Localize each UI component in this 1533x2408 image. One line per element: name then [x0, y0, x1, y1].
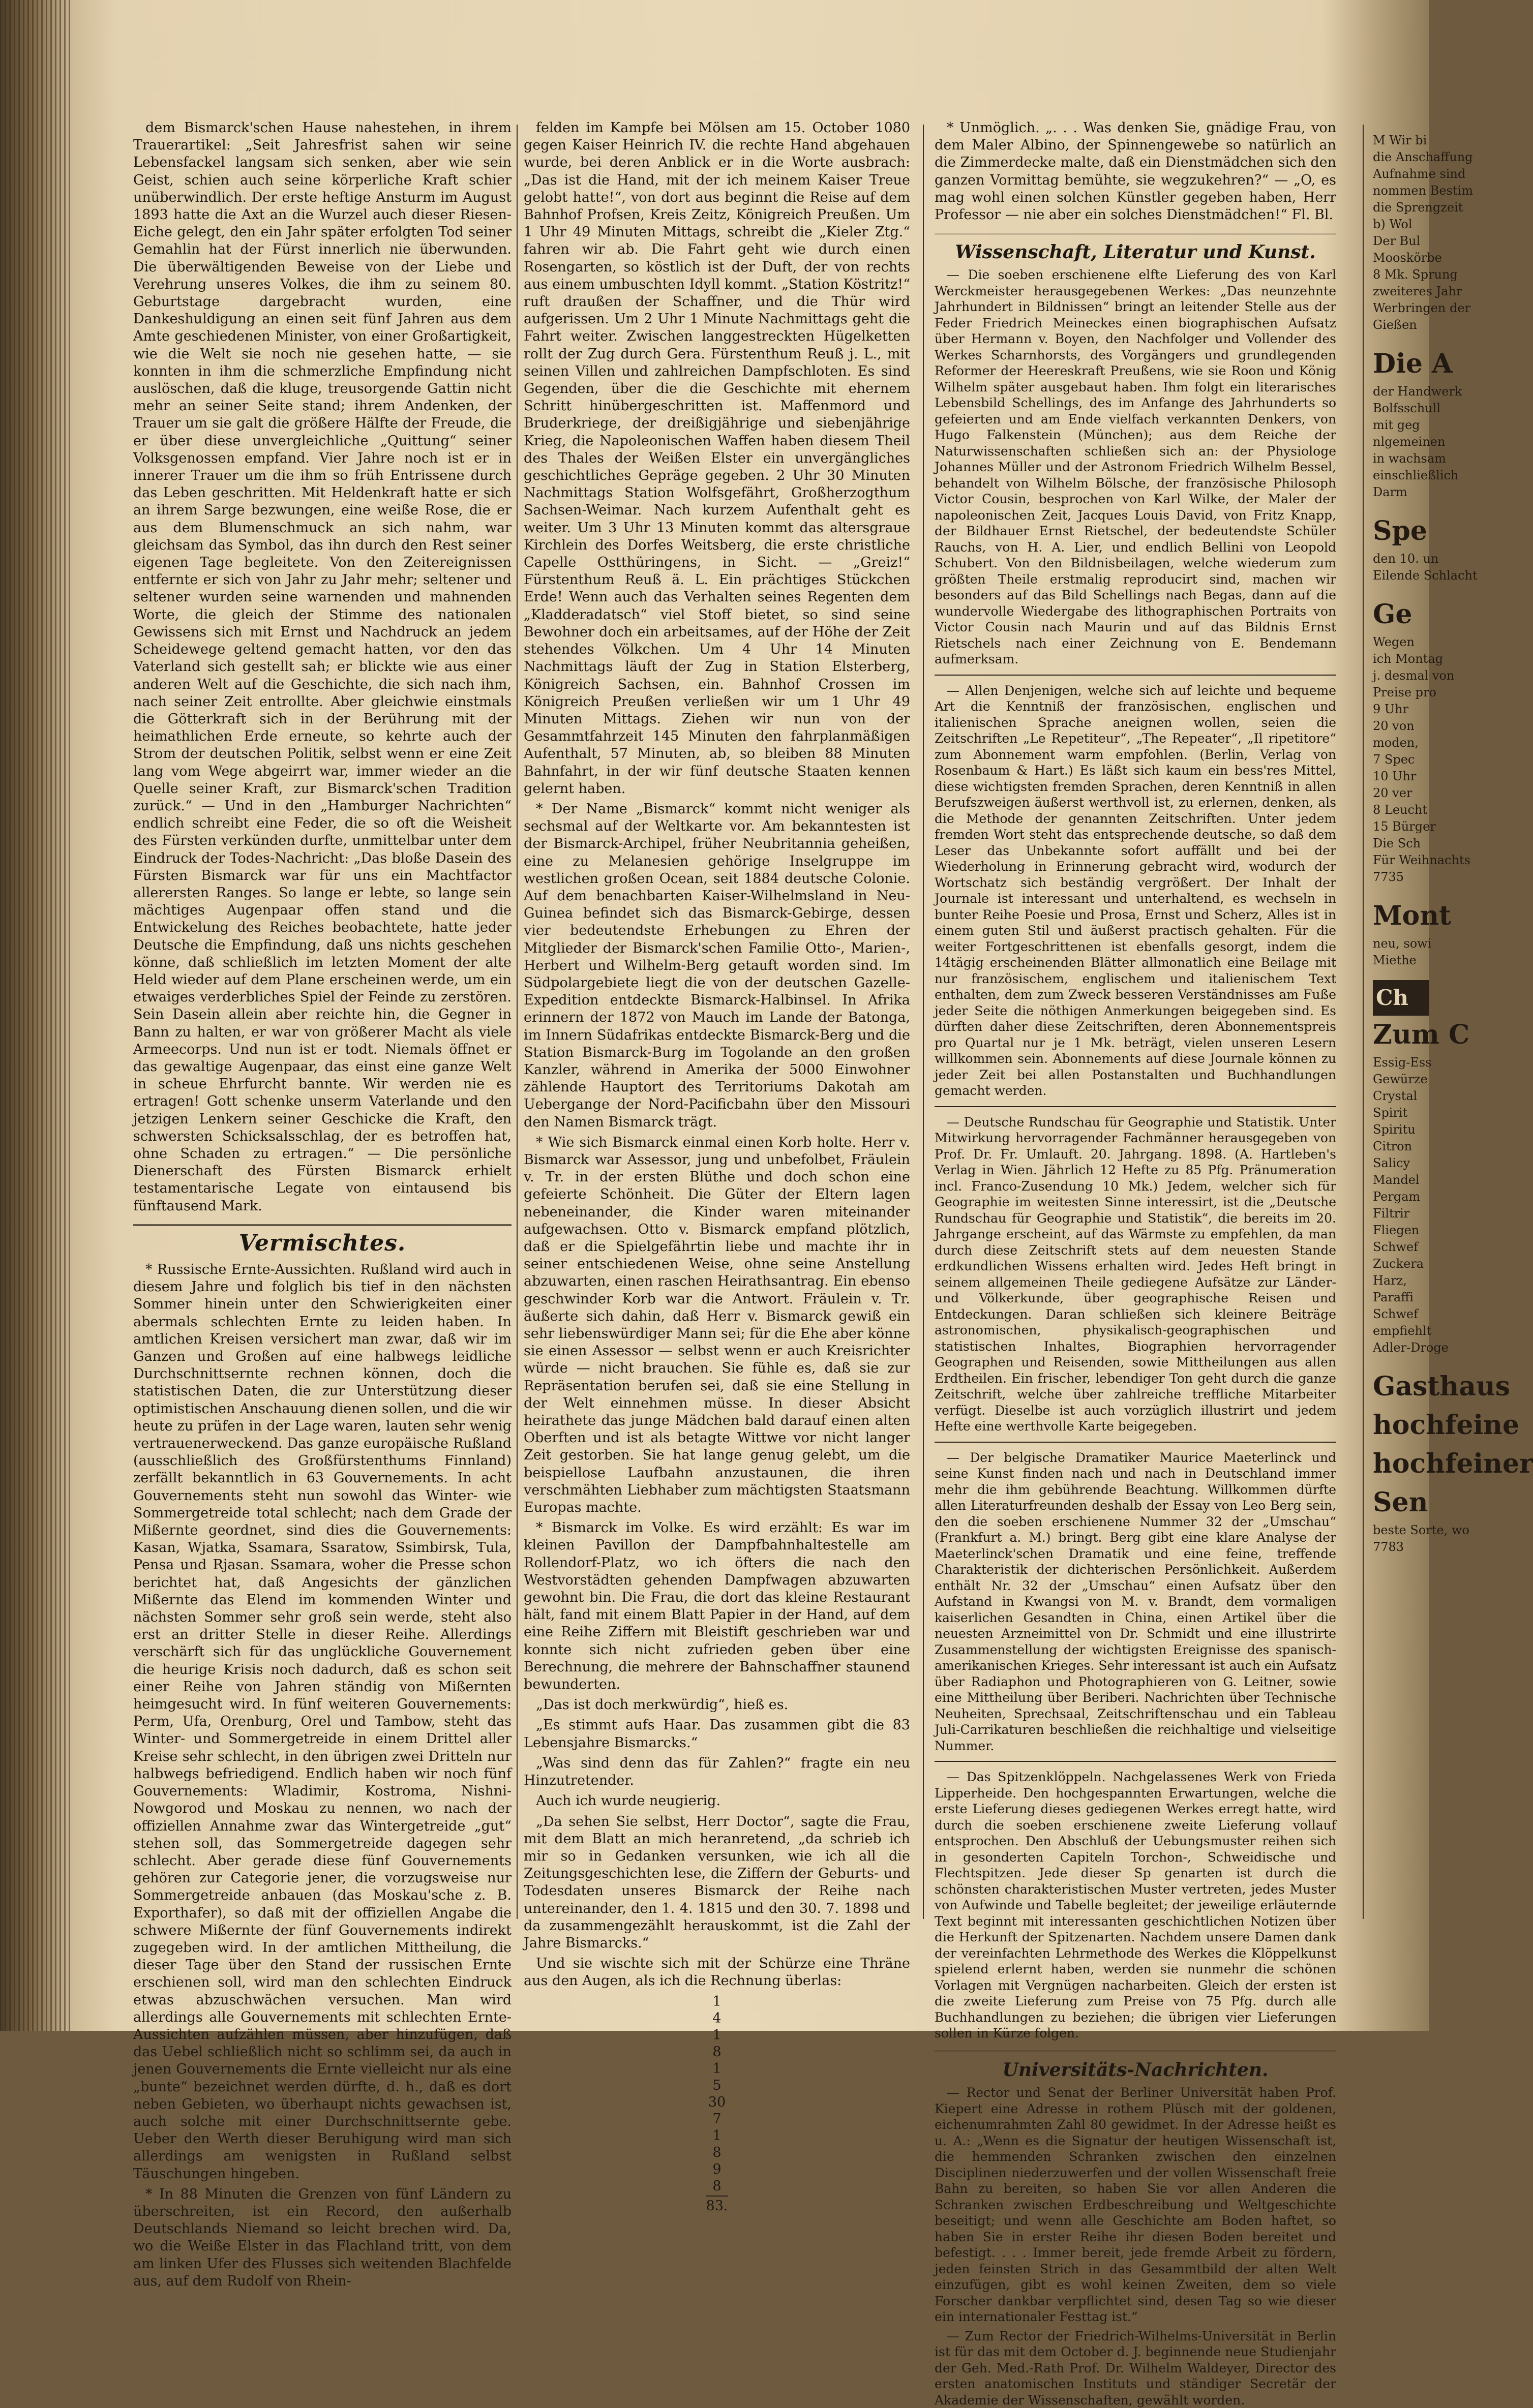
ad-fragment: zweiteres Jahr	[1373, 284, 1462, 298]
ad-fragment: Citron	[1373, 1139, 1412, 1153]
sum-underline	[706, 2196, 728, 2197]
section-heading-vermischtes: Vermischtes.	[238, 1230, 406, 1256]
ad-fragment: Aufnahme sind	[1373, 167, 1466, 181]
ad-fragment: ich Montag	[1373, 652, 1443, 666]
ad-fragment: den 10. un	[1373, 552, 1439, 566]
ad-fragment: j. desmal von	[1373, 668, 1455, 683]
ad-fragment: einschließlich	[1373, 468, 1459, 482]
notice-deutsche-rundschau: — Deutsche Rundschau für Geographie und Statistik. Unter Mitwirkung hervorragender Fachmänner herausgegeben von Prof. Dr. Fr. Umlauft. 20. Jahrgang. 1898. (A. Hartleben's Verlag in Wien. Jährlich 12 Hefte zu 85 Pfg. Pränumeration incl. Franco-Zusendung 10 Mk.) Jedem, welcher sich für Geographie im weitesten Sinne interessirt, ist die „Deutsche Rundschau für Geographie und Statistik“, die bereits im 20. Jahrgange erscheint, auf das Wärmste zu empfehlen, da man durch diese Zeitschrift stets auf dem neuesten Stande erdkundlichen Wissens erhalten wird. Jedes Heft bringt in seinem allgemeinen Theile gediegene Aufsätze zur Länder- und Völkerkunde, über geographische Reisen und Entdeckungen. Daran schließen sich kleinere Beiträge astronomischen, physikalisch-geographischen und statistischen Inhaltes, Biographien hervorragender Geographen und Reisenden, sowie Mittheilungen aus allen Erdtheilen. Ein frischer, lebendiger Ton geht durch die ganze Zeitschrift, welche über zahlreiche treffliche Mitarbeiter verfügt. Dieselbe ist auch vorzüglich illustrirt und jedem Hefte eine werthvolle Karte beigegeben.	[935, 1114, 1336, 1434]
ad-fragment: Werbringen der	[1373, 301, 1471, 315]
ad-fragment: Für Weihnachts	[1373, 853, 1470, 867]
ad-fragment: Mont	[1373, 900, 1452, 931]
ad-gap	[1373, 886, 1429, 897]
ad-fragment: 20 ver	[1373, 786, 1412, 800]
sum-digit: 1	[712, 1993, 722, 2009]
university-section-body	[935, 2085, 1336, 2408]
notice-spitzenkloeppeln: — Das Spitzenklöppeln. Nachgelassenes Werk von Frieda Lipperheide. Den hochgespannten Erwartungen, welche die erste Lieferung dieses gediegenen Werkes erregt hatte, wird durch die soeben erschienene zweite Lieferung vollauf entsprochen. Den Abschluß der Uebungsmuster reihen sich in gesonderten Capiteln Torchon-, Schweidische und Flechtspitzen. Jede dieser Sp genarten ist durch die schönsten charakteristischen Muster vertreten, jedes Muster von Aufwinde und Tabelle begleitet; der jeweilige erläuternde Text beginnt mit interessanten geschichtlichen Notizen über die Herkunft der Spitzenarten. Nachdem unsere Damen dank der vereinfachten Lehrmethode des Werkes die Klöppelkunst spielend erlernt haben, werden sie nunmehr die schönen Vorlagen mit Vergnügen nacharbeiten. Gleich der ersten ist die zweite Lieferung zum Preise von 75 Pfg. durch alle Buchhandlungen zu beziehen; die übrigen vier Lieferungen sollen in Kürze folgen.	[935, 1770, 1336, 2041]
dialogue-line: „Da sehen Sie selbst, Herr Doctor“, sagte die Frau, mit dem Blatt an mich heranretend, „da schrieb ich mir so in Gedanken versunken, wie ich all die Zeitungsgeschichten lese, die Ziffern der Geburts- und Todesdaten unseres Bismarck der Reihe nach untereinander, den 1. 4. 1815 und den 30. 7. 1898 und da zusammengezählt herauskommt, ist die Zahl der Jahre Bismarcks.“	[524, 1813, 910, 1951]
ad-gap	[1373, 501, 1429, 512]
ad-fragment: Spe	[1373, 515, 1427, 546]
ad-fragment: Zuckera	[1373, 1257, 1424, 1271]
ad-fragment: Gewürze	[1373, 1072, 1428, 1086]
ad-fragment: Crystal	[1373, 1089, 1418, 1103]
ad-fragment: moden,	[1373, 736, 1419, 750]
ad-fragment: 7735	[1373, 870, 1404, 884]
ad-fragment: 8 Mk. Sprung	[1373, 267, 1458, 282]
ad-fragment: Filtrir	[1373, 1206, 1410, 1221]
sum-total: 83.	[706, 2198, 728, 2214]
ad-fragment: hochfeine	[1373, 1410, 1520, 1441]
ad-gap	[1373, 1356, 1429, 1367]
news-item-bismarck-im-volke: * Bismarck im Volke. Es wird erzählt: Es war im kleinen Pavillon der Dampfbahnhaltestelle am Rollendorf-Platz, wo ich öfters die nach den Westvorstädten gehenden Dampfwagen abzuwarten gewohnt bin. Die Frau, die dort das kleine Restaurant hält, fand mit einem Blatt Papier in der Hand, auf dem eine Reihe Ziffern mit Bleistift geschrieben war und konnte sich nicht zufrieden geben über eine Berechnung, die mehrere der Bahnschaffner staunend bewunderten.	[524, 1520, 910, 1693]
ad-fragment: b) Wol	[1373, 217, 1412, 231]
ad-fragment: 8 Leucht	[1373, 803, 1428, 817]
bismarck-obituary-text: dem Bismarck'schen Hause nahestehen, in ihrem Trauerartikel: „Seit Jahresfrist sahen wir seine Lebensfackel langsam sich senken, aber wie sein Geist, schien auch seine körperliche Kraft schier unüberwindlich. Der erste heftige Ansturm im August 1893 hatte die Axt an die Wurzel auch dieser Riesen-Eiche gelegt, den ein Jahr später erfolgten Tod seiner Gemahlin hat der Fürst innerlich nie überwunden. Die überwältigenden Beweise von der Liebe und Verehrung unseres Volkes, die ihm zu seinem 80. Geburtstage dargebracht wurden, eine Dankeshuldigung an einen seit fünf Jahren aus dem Amte geschiedenen Minister, von einer Großartigkeit, wie die Welt sie noch nie gesehen hatte, — sie konnten in ihm die schmerzliche Empfindung nicht auslöschen, daß die kluge, treusorgende Gattin nicht mehr an seiner Seite stand; ihrem Andenken, der Trauer um sie galt die größere Hälfte der Freude, die er über diese unvergleichliche „Quittung“ seiner Volksgenossen empfand. Vier Jahre noch ist er in innerer Trauer um die ihm so früh Entrissene durch das Leben geschritten. Mit Heldenkraft hatte er sich an ihrem Sarge bezwungen, eine weiße Rose, die er aus dem Blumenschmuck an sich nahm, war gleichsam das Symbol, das ihn durch den Rest seiner eigenen Tage begleitete. Von den Zeitereignissen entfernte er sich von Jahr zu Jahr mehr; seltener und seltener wurden seine warnenden und mahnenden Worte, die gleich der Stimme des nationalen Gewissens sich mit Ernst und Nachdruck an jedem Scheidewege geltend gemacht hatten, vor den das Vaterland sich gestellt sah; er blickte wie aus einer anderen Welt auf die Geschichte, die sich nach ihm, nach seiner Zeit entrollte. Aber gleichwie einstmals die Götterkraft sich in der Berührung mit der heimathlichen Erde erneute, so kehrte auch der Strom der deutschen Politik, selbst wenn er eine Zeit lang vom Wege abgeirrt war, immer wieder an die Quelle seiner Kraft, zur Bismarck'schen Tradition zurück.“ — Und in den „Hamburger Nachrichten“ endlich schreibt eine Feder, die so oft die Weisheit des Fürsten verkünden durfte, unmittelbar unter dem Eindruck der Todes-Nachricht: „Das bloße Dasein des Fürsten Bismarck war für uns ein Machtfactor allerersten Ranges. So lange er lebte, so lange sein mächtiges Augenpaar offen stand und die Entwickelung des Reiches beobachtete, hatte jeder Deutsche die Empfindung, daß uns nichts geschehen könne, daß schließlich im letzten Moment der alte Held wieder auf dem Plane erscheinen werde, um ein etwaiges verderbliches Spiel der Feinde zu zerstören. Sein Dasein allein aber reichte hin, die Gegner in Bann zu halten, er war von größerer Macht als viele Armeecorps. Und nun ist er todt. Niemals öffnet er das gewaltige Augenpaar, das einst eine ganze Welt in scheue Ehrfurcht bannte. Wir werden nie es ertragen! Gott schenke unserm Vaterlande und den jetzigen Lenkern seiner Geschicke die Kraft, den schwersten Schicksalsschlag, der es betroffen hat, ohne Schaden zu ertragen.“ — Die persönliche Dienerschaft des Fürsten Bismarck erhielt testamentarische Legate von eintausend bis fünftausend Mark.	[133, 120, 512, 1214]
ad-fragment: nommen Bestim	[1373, 184, 1473, 198]
ad-fragment: Fliegen	[1373, 1223, 1420, 1237]
ad-fragment: M Wir bi	[1373, 133, 1427, 147]
news-item-bismarck-name: * Der Name „Bismarck“ kommt nicht weniger als sechsmal auf der Weltkarte vor. Am bekanntesten ist der Bismarck-Archipel, früher Neubritannia geheißen, eine zu Melanesien gehörige Inselgruppe im westlichen großen Ocean, seit 1884 deutsche Colonie. Auf dem benachbarten Kaiser-Wilhelmsland in Neu-Guinea befindet sich das Bismarck-Gebirge, dessen vier bedeutendste Erhebungen zu Ehren der Mitglieder der Bismarck'schen Familie Otto-, Marien-, Herbert und Wilhelm-Berg getauft worden sind. Im Südpolargebiete liegt die von der deutschen Gazelle-Expedition entdeckte Bismarck-Halbinsel. In Afrika erinnern der 1872 von Mauch im Lande der Batonga, im Innern Südafrikas entdeckte Bismarck-Berg und die Station Bismarck-Burg im Togolande an den großen Kanzler, während in Amerika der 5000 Einwohner zählende Hauptort des Territoriums Dakotah am Uebergange der Nord-Pacificbahn über den Missouri den Namen Bismarck trägt.	[524, 801, 910, 1130]
sum-digit: 1	[712, 2127, 722, 2144]
notice-jahrhundert-bildnissen: — Die soeben erschienene elfte Lieferung des von Karl Werckmeister herausgegebenen Werkes: „Das neunzehnte Jahrhundert in Bildnissen“ bringt an leitender Stelle aus der Feder Friedrich Meineckes einen biographischen Aufsatz über Hermann v. Boyen, den Nachfolger und Vollender des Werkes Scharnhorsts, des Vorgängers und grundlegenden Reformer der Heereskraft Preußens, wie sie Roon und König Wilhelm später ausgebaut haben. Ihm folgt ein literarisches Lebensbild Schellings, des im Anfange des Jahrhunderts so gefeierten und am Ende vielfach verkannten Denkers, von Hugo Falkenstein (München); aus dem Reiche der Naturwissenschaften schließen sich an: der Physiologe Johannes Müller und der Astronom Friedrich Wilhelm Bessel, behandelt von Wilhelm Bölsche, der französische Philosoph Victor Cousin, besprochen von Karl Wilke, der Maler der napoleonischen Zeit, Jacques Louis David, von Fritz Knapp, der Bildhauer Ernst Rietschel, der bedeutendste Schüler Rauchs, von H. A. Lier, und endlich Bellini von Leopold Schubert. Von den Bildnisbeilagen, welche wiederum zum größten Theile erstmalig reproducirt sind, machen wir besonders auf das Bild Schellings nach Begas, dann auf die wundervolle Wiedergabe des lithographischen Portraits von Victor Cousin nach Maurin und auf das Bildnis Ernst Rietschels nach einer Zeichnung von E. Bendemann aufmerksam.	[935, 267, 1336, 667]
section-rule	[935, 233, 1336, 234]
ad-fragment: Darm	[1373, 485, 1407, 499]
sum-digit: 1	[712, 2060, 722, 2077]
column-divider	[517, 125, 518, 1919]
ad-fragment: 15 Bürger	[1373, 819, 1436, 834]
notice-rector-waldeyer: — Zum Rector der Friedrich-Wilhelms-Universität in Berlin ist für das mit dem October d. J. beginnende neue Studienjahr der Geh. Med.-Rath Prof. Dr. Wilhelm Waldeyer, Director des ersten anatomischen Instituts und ständiger Secretär der Akademie der Wissenschaften, gewählt worden.	[935, 2328, 1336, 2407]
section-heading-universitaet: Universitäts-Nachrichten.	[1002, 2059, 1269, 2081]
news-item-bismarck-korb: * Wie sich Bismarck einmal einen Korb holte. Herr v. Bismarck war Assessor, jung und unbefolbet, Fräulein v. Tr. in der ersten Blüthe und doch schon eine gefeierte Schönheit. Die Güter der Eltern lagen nebeneinander, die Kinder waren miteinander aufgewachsen. Otto v. Bismarck empfand plötzlich, daß er die Spielgefährtin liebe und machte ihr in seiner entschiedenen Weise, ohne seine Anstellung abzuwarten, einen raschen Heirathsantrag. Ein ebenso geschwinder Korb war die Antwort. Fräulein v. Tr. äußerte sich dahin, daß Herr v. Bismarck gewiß ein sehr liebenswürdiger Mann sei; für die Ehe aber könne sie einen Assessor — selbst wenn er auch Kreisrichter würde — nicht brauchen. Sie fühle es, daß sie zur Repräsentation berufen sei, daß sie eine Stellung in der Welt einnehmen müsse. In dieser Absicht heirathete das junge Mädchen bald darauf einen alten Oberften und ist als betagte Wittwe vor nicht langer Zeit gestorben. Sie hat lange genug gelebt, um die beispiellose Laufbahn anzustaunen, die ihren verschmähten Liebhaber zum mächtigsten Staatsmann Europas machte.	[524, 1134, 910, 1516]
section-rule	[133, 1224, 512, 1226]
ad-gap	[1373, 333, 1429, 345]
ad-fragment: Eilende Schlacht	[1373, 568, 1478, 583]
article-column-2	[524, 119, 910, 2214]
ad-fragment: die Sprengzeit	[1373, 200, 1463, 215]
ad-fragment: Die A	[1373, 348, 1453, 379]
dialogue-line: Auch ich wurde neugierig.	[536, 1793, 721, 1809]
sum-digit: 5	[712, 2077, 722, 2093]
sum-digit: 30	[708, 2094, 726, 2110]
ad-fragment: Der Bul	[1373, 234, 1421, 248]
notice-language-journals: — Allen Denjenigen, welche sich auf leichte und bequeme Art die Kenntniß der französischen, englischen und italienischen Sprache aneignen wollen, seien die Zeitschriften „Le Repetiteur“, „The Repeater“, „Il ripetitore“ zum Abonnement warm empfohlen. (Berlin, Verlag von Rosenbaum & Hart.) Es läßt sich kaum ein bess'res Mittel, diese wichtigsten fremden Sprachen, deren Kenntniß in allen Berufszweigen äußerst werthvoll ist, zu erlernen, denken, als die Methode der genannten Zeitschriften. Unter jedem fremden Wort steht das entsprechende deutsche, so daß dem Leser das Unbekannte sofort auffällt und bei der Wiederholung in Erinnerung gebracht wird, wodurch der Wortschatz sich beständig vergrößert. Der Inhalt der Journale ist interessant und unterhaltend, es wechseln in bunter Reihe Poesie und Prosa, Ernst und Scherz, Alles ist in einem guten Stil und äußerst practisch gehalten. Für die weiter Fortgeschrittenen ist ebenfalls gesorgt, indem die 14tägig erscheinenden Blätter allmonatlich eine Beilage mit nur französischem, englischem und italienischem Text enthalten, dem zum Zweck besseren Verständnisses am Fuße jeder Seite die nöthigen Anmerkungen beigegeben sind. Es dürften daher diese Zeitschriften, deren Abonnementspreis pro Quartal nur je 1 Mk. beträgt, vielen unseren Lesern willkommen sein. Abonnements auf diese Journale können zu jeder Zeit bei allen Postanstalten und Buchhandlungen gemacht werden.	[935, 683, 1336, 1099]
ad-fragment: Bolfsschull	[1373, 401, 1440, 415]
ad-fragment: Gasthaus	[1373, 1371, 1510, 1402]
digit-sum-calculation	[524, 1993, 910, 2214]
section-rule	[935, 2051, 1336, 2052]
ad-fragment: Ge	[1373, 599, 1412, 630]
article-column-1	[133, 119, 512, 2289]
news-item-five-countries-cont: felden im Kampfe bei Mölsen am 15. October 1080 gegen Kaiser Heinrich IV. die rechte Hand abgehauen wurde, bei deren Anblick er in die Worte ausbrach: „Das ist die Hand, mit der ich meinem Kaiser Treue gelobt hatte!“, von dort aus beginnt die Reise auf dem Bahnhof Profsen, Kreis Zeitz, Königreich Preußen. Um 1 Uhr 49 Minuten Mittags, schreibt die „Kieler Ztg.“ fahren wir ab. Die Fahrt geht wie durch einen Rosengarten, so köstlich ist der Duft, der von rechts aus einem umbuschten Idyll kommt. „Station Köstritz!“ ruft draußen der Schaffner, und die Thür wird aufgerissen. Um 2 Uhr 1 Minute Nachmittags geht die Fahrt weiter. Zwischen langgestreckten Hügelketten rollt der Zug durch Gera. Fürstenthum Reuß j. L., mit seinen Villen und zahlreichen Dampfschloten. Es sind Gegenden, über die die Geschichte mit ehernem Schritt hinübergeschritten ist. Maffenmord und Bruderkriege, der dreißigjährige und siebenjährige Krieg, die Napoleonischen Waffen haben diesem Theil des Thales der Weißen Elster ein unvergängliches geschichtliches Gepräge gegeben. 2 Uhr 30 Minuten Nachmittags Station Wolfsgefährt, Großherzogthum Sachsen-Weimar. Nach kurzem Aufenthalt geht es weiter. Um 3 Uhr 13 Minuten kommt das altersgraue Kirchlein des Dorfes Weitsberg, die erste christliche Capelle Ostthüringens, in Sicht. — „Greiz!“ Fürstenthum Reuß ä. L. Ein prächtiges Stückchen Erde! Wenn auch das Verhalten seines Regenten dem „Kladderadatsch“ viel Stoff bietet, so sind seine Bewohner doch ein arbeitsames, auf der Höhe der Zeit stehendes Völkchen. Um 4 Uhr 14 Minuten Nachmittags läuft der Zug in Station Elsterberg, Königreich Sachsen, ein. Bahnhof Crossen im Königreich Preußen verließen wir um 1 Uhr 49 Minuten Mittags. Ziehen wir nun von der Gesammtfahrzeit 145 Minuten den fahrplanmäßigen Aufenthalt, 57 Minuten, ab, so bleiben 88 Minuten Bahnfahrt, in der wir fünf deutsche Staaten kennen gelernt haben.	[524, 120, 910, 797]
dialogue-line: „Das ist doch merkwürdig“, hieß es.	[536, 1697, 789, 1713]
dialogue-line: Und sie wischte sich mit der Schürze eine Thräne aus den Augen, als ich die Rechnung überlas:	[524, 1956, 910, 1989]
ad-fragment: Mooskörbe	[1373, 251, 1442, 265]
cropped-advertisement-column	[1373, 132, 1533, 1911]
ad-fragment: die Anschaffung	[1373, 150, 1473, 164]
ad-fragment: Ch	[1373, 980, 1429, 1016]
article-column-3	[935, 119, 1336, 2407]
ad-fragment: Harz,	[1373, 1273, 1407, 1288]
sum-digit: 7	[712, 2111, 722, 2127]
column-divider	[923, 125, 924, 1919]
ad-fragment: neu, sowi	[1373, 936, 1432, 951]
ad-fragment: 10 Uhr	[1373, 769, 1417, 783]
ad-fragment: Essig-Ess	[1373, 1055, 1432, 1070]
sum-digit: 8	[712, 2044, 722, 2060]
ad-gap	[1373, 969, 1429, 980]
ad-fragment: Pergam	[1373, 1190, 1421, 1204]
dialogue-line: „Es stimmt aufs Haar. Das zusammen gibt die 83 Lebensjahre Bismarcks.“	[524, 1717, 910, 1751]
item-rule	[935, 1106, 1336, 1107]
book-binding-edge	[0, 0, 71, 2031]
ad-fragment: Miethe	[1373, 953, 1417, 967]
sum-digit: 8	[712, 2178, 722, 2194]
ad-fragment: Salicy	[1373, 1156, 1410, 1170]
section-heading-wissenschaft: Wissenschaft, Literatur und Kunst.	[955, 241, 1316, 263]
notice-kiepert-adresse: — Rector und Senat der Berliner Universität haben Prof. Kiepert eine Adresse in rothem Plüsch mit der goldenen, eichenumrahmten Zahl 80 gewidmet. In der Adresse heißt es u. A.: „Wenn es die Signatur der heutigen Wissenschaft ist, die hemmenden Schranken zwischen den einzelnen Disciplinen niederzuwerfen und der vollen Wissenschaft freie Bahn zu bereiten, so haben Sie vor allen Anderen die Schranken zwischen Erdbeschreibung und Weltgeschichte beseitigt; und wenn alle Geschichte am Boden haftet, so haben Sie in erster Reihe ihr diesen Boden bereitet und befestigt. . . . Immer bereit, jede fremde Arbeit zu fördern, jeden feinsten Strich in das Gesammtbild der alten Welt einzufügen, gibt es wohl keinen Zweiten, dem so viele Forscher dankbar verpflichtet sind, desen Tag so wie dieser ein internationaler Festtag ist.“	[935, 2085, 1336, 2325]
ad-fragment: Preise pro	[1373, 685, 1436, 699]
news-item-unmoeglich: * Unmöglich. „. . . Was denken Sie, gnädige Frau, von dem Maler Albino, der Spinnengewebe so natürlich an die Zimmerdecke malte, daß ein Dienstmädchen sich den ganzen Vormittag bemühte, sie wegzukehren?“ — „O, es mag wohl einen solchen Künstler gegeben haben, Herr Professor — nie aber ein solches Dienstmädchen!“ Fl. Bl.	[935, 120, 1336, 223]
item-rule	[935, 1442, 1336, 1443]
ad-fragment: 20 von	[1373, 719, 1415, 733]
ad-fragment: Mandel	[1373, 1173, 1420, 1187]
ad-fragment: Paraffi	[1373, 1290, 1414, 1304]
ad-fragment: Die Sch	[1373, 836, 1421, 850]
ad-fragment: empfiehlt	[1373, 1324, 1432, 1338]
sum-digit: 4	[712, 2010, 722, 2026]
ad-fragment: Adler-Droge	[1373, 1340, 1449, 1355]
ad-gap	[1373, 584, 1429, 595]
news-item-five-countries: * In 88 Minuten die Grenzen von fünf Ländern zu überschreiten, ist ein Record, den außerhalb Deutschlands Niemand so leicht brechen wird. Da, wo die Weiße Elster in das Flachland tritt, von dem am linken Ufer des Flusses sich weitenden Blachfelde aus, auf dem Rudolf von Rhein-	[133, 2186, 512, 2289]
ad-fragment: mit geg	[1373, 418, 1420, 432]
ad-fragment: 9 Uhr	[1373, 702, 1409, 716]
ad-fragment: Spirit	[1373, 1106, 1408, 1120]
column-divider	[1363, 125, 1364, 1919]
news-item-russian-harvest: * Russische Ernte-Aussichten. Rußland wird auch in diesem Jahre und folglich bis tief in den nächsten Sommer hinein unter den Schwierigkeiten einer abermals schlechten Ernte zu leiden haben. In amtlichen Kreisen versichert man zwar, daß wir im Ganzen und Großen auf eine halbwegs leidliche Durchschnittsernte rechnen können, doch die statistischen Daten, die zur Unterstützung dieser optimistischen Anschauung dienen sollen, und die wir heute zu prüfen in der Lage waren, lauten sehr wenig vertrauenerweckend. Das ganze europäische Rußland (ausschließlich des Großfürstenthums Finnland) zerfällt bekanntlich in 63 Gouvernements. In acht Gouvernements steht nun sowohl das Winter- wie Sommergetreide total schlecht; nach dem Grade der Mißernte geordnet, sind dies die Gouvernements: Kasan, Wjatka, Ssamara, Ssaratow, Ssimbirsk, Tula, Pensa und Rjasan. Ssamara, woher die Presse schon berichtet hat, daß Angesichts der gänzlichen Mißernte das Elend im kommenden Winter und nächsten Sommer sehr groß sein werde, steht also erst an dritter Stelle in dieser Reihe. Allerdings verschärft sich für das unglückliche Gouvernement die heurige Krisis noch dadurch, daß es schon seit einer Reihe von Jahren ständig von Mißernten heimgesucht wird. In fünf weiteren Gouvernements: Perm, Ufa, Orenburg, Orel und Tambow, steht das Winter- und Sommergetreide in einem Drittel aller Kreise sehr schlecht, in den übrigen zwei Dritteln nur halbwegs befriedigend. Endlich haben wir noch fünf Gouvernements: Wladimir, Kostroma, Nishni-Nowgorod und Moskau zu nennen, wo nach der offiziellen Annahme zwar das Wintergetreide „gut“ stehen soll, das Sommergetreide dagegen sehr schlecht. Aber gerade diese fünf Gouvernements gehören zur Categorie jener, die vorzugsweise nur Sommergetreide anbauen (das Moskau'sche z. B. Exporthafer), so daß mit der offiziellen Angabe die schwere Mißernte der fünf Gouvernements indirekt zugegeben wird. In der amtlichen Mittheilung, die dieser Tage über den Stand der russischen Ernte erschienen soll, wird man den schlechten Eindruck etwas abzuschwächen versuchen. Man wird allerdings alle Gouvernements mit schlechten Ernte-Aussichten aufzählen müssen, aber hinzufügen, daß das Uebel schließlich nicht so schlimm sei, da auch in jenen Gouvernements die Ernte vielleicht nur als eine „bunte“ bezeichnet werden dürfte, d. h., daß es dort neben Gebieten, wo überhaupt nichts gewachsen ist, auch solche mit einer Durchschnittsernte gebe. Ueber den Werth dieser Beruhigung wird man sich allerdings am wenigsten in Rußland selbst Täuschungen hingeben.	[133, 1262, 512, 2182]
ad-fragment: beste Sorte, wo	[1373, 1523, 1469, 1537]
ad-fragment: 7 Spec	[1373, 752, 1415, 767]
item-rule	[935, 1761, 1336, 1762]
sum-digit: 9	[712, 2161, 722, 2177]
ad-fragment: Schwef	[1373, 1240, 1418, 1254]
science-section-body	[935, 267, 1336, 2041]
notice-maeterlinck-umschau: — Der belgische Dramatiker Maurice Maeterlinck und seine Kunst finden nach und nach in Deutschland immer mehr die ihm gebührende Beachtung. Willkommen dürfte allen Literaturfreunden deshalb der Essay von Leo Berg sein, den die soeben erschienene Nummer 32 der „Umschau“ (Frankfurt a. M.) bringt. Berg gibt eine klare Analyse der Maeterlinck'schen Dramatik und eine feine, treffende Charakteristik der dichterischen Persönlichkeit. Außerdem enthält Nr. 32 der „Umschau“ einen Aufsatz über den Aufstand in Kwangsi von M. v. Brandt, dem vormaligen kaiserlichen Gesandten in China, einen Artikel über die neuesten Arzneimittel von Dr. Schmidt und eine illustrirte Zusammenstellung der wichtigsten Ereignisse des spanisch-amerikanischen Krieges. Sehr interessant ist auch ein Aufsatz über Radiaphon und Photographieren von G. Leitner, sowie eine Mittheilung über Beriberi. Nachrichten über Technische Neuheiten, Sprechsaal, Zeitschriftenschau und ein Tableau Juli-Carrikaturen beschließen die reichhaltige und vielseitige Nummer.	[935, 1450, 1336, 1753]
ad-fragment: Zum C	[1373, 1019, 1470, 1050]
ad-fragment: Spiritu	[1373, 1122, 1416, 1137]
ad-fragment: Schwef	[1373, 1307, 1418, 1321]
ad-fragment: der Handwerk	[1373, 384, 1462, 399]
ad-fragment: nlgemeinen	[1373, 435, 1446, 449]
ad-fragment: in wachsam	[1373, 451, 1446, 466]
ad-fragment: Sen	[1373, 1487, 1428, 1518]
ad-fragment: hochfeiner	[1373, 1448, 1533, 1479]
sum-digit: 1	[712, 2027, 722, 2043]
ad-fragment: Gießen	[1373, 318, 1417, 332]
item-rule	[935, 675, 1336, 676]
dialogue-line: „Was sind denn das für Zahlen?“ fragte ein neu Hinzutretender.	[524, 1755, 910, 1789]
ad-fragment: 7783	[1373, 1540, 1404, 1554]
ad-fragment: Wegen	[1373, 635, 1415, 649]
sum-digit: 8	[712, 2144, 722, 2160]
